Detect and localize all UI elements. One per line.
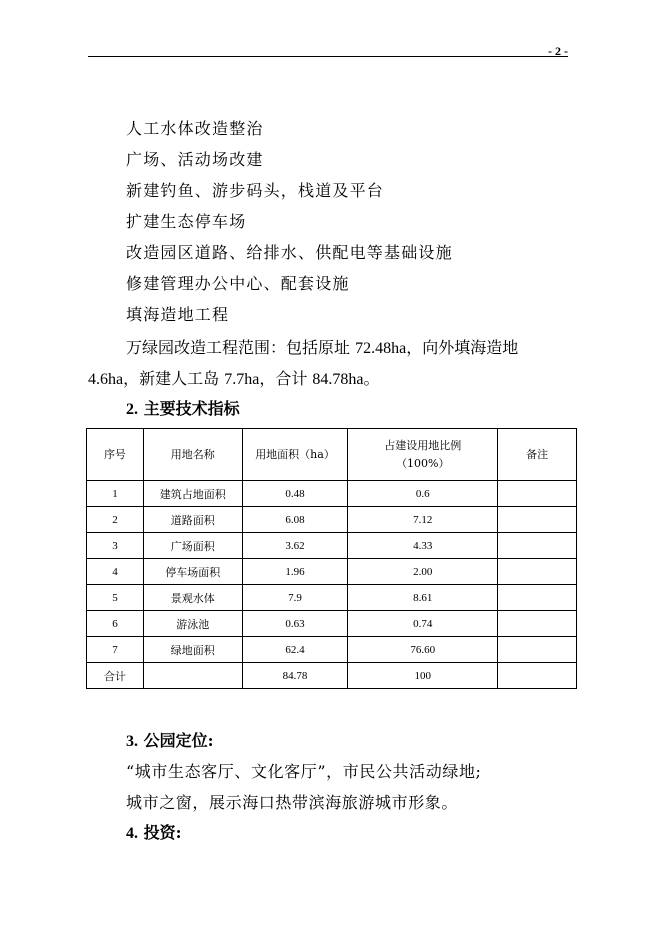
cell-area: 3.62	[242, 533, 348, 559]
cell-remark	[498, 507, 577, 533]
cell-total-area: 84.78	[242, 663, 348, 689]
cell-area: 0.63	[242, 611, 348, 637]
scope-paragraph-line-2	[88, 369, 380, 390]
cell-total-ratio: 100	[348, 663, 498, 689]
cell-remark	[498, 637, 577, 663]
table-row	[87, 585, 577, 611]
cell-remark	[498, 585, 577, 611]
section-3-heading	[126, 731, 213, 752]
list-item: 人工水体改造整治	[126, 119, 264, 138]
cell-seq: 7	[87, 637, 144, 663]
cell-area: 0.48	[242, 481, 348, 507]
cell-area: 6.08	[242, 507, 348, 533]
table-header-row	[87, 429, 577, 481]
section-title: 投资:	[138, 823, 182, 842]
scope-text: ，合计	[259, 369, 313, 388]
page-number: - 2 -	[548, 44, 568, 58]
cell-seq: 5	[87, 585, 144, 611]
section-title: 主要技术指标	[138, 399, 240, 418]
list-item: 新建钓鱼、游步码头，栈道及平台	[126, 181, 385, 200]
list-item: 广场、活动场改建	[126, 150, 264, 169]
cell-seq: 2	[87, 507, 144, 533]
scope-paragraph-line-1	[126, 338, 518, 359]
positioning-line-2: 城市之窗，展示海口热带滨海旅游城市形象。	[126, 793, 459, 812]
cell-name: 景观水体	[143, 585, 242, 611]
cell-total-label: 合计	[87, 663, 144, 689]
cell-ratio: 0.74	[348, 611, 498, 637]
section-2-heading	[126, 399, 240, 420]
cell-seq: 6	[87, 611, 144, 637]
list-item: 改造园区道路、给排水、供配电等基础设施	[126, 243, 453, 262]
cell-remark	[498, 611, 577, 637]
cell-area: 7.9	[242, 585, 348, 611]
section-number: 3.	[126, 733, 138, 750]
scope-total-area: 84.78ha	[312, 371, 364, 388]
cell-name: 游泳池	[143, 611, 242, 637]
technical-indicators-table	[86, 428, 577, 689]
cell-remark	[498, 533, 577, 559]
table-total-row	[87, 663, 577, 689]
scope-text: ，新建人工岛	[123, 369, 225, 388]
list-item: 修建管理办公中心、配套设施	[126, 274, 350, 293]
cell-ratio: 4.33	[348, 533, 498, 559]
list-item: 扩建生态停车场	[126, 212, 247, 231]
scope-text: 。	[363, 369, 380, 388]
scope-text: ，向外填海造地	[406, 338, 519, 357]
header-ratio	[348, 429, 498, 481]
section-number: 4.	[126, 825, 138, 842]
section-4-heading	[126, 823, 181, 844]
section-number: 2.	[126, 401, 138, 418]
scope-island-area: 7.7ha	[224, 371, 260, 388]
table-row	[87, 481, 577, 507]
scope-original-area: 72.48ha	[355, 340, 407, 357]
cell-ratio: 8.61	[348, 585, 498, 611]
cell-ratio: 0.6	[348, 481, 498, 507]
cell-ratio: 7.12	[348, 507, 498, 533]
cell-area: 62.4	[242, 637, 348, 663]
header-ratio-line-2: （100%）	[396, 456, 450, 470]
list-item: 填海造地工程	[126, 305, 230, 324]
cell-name: 建筑占地面积	[143, 481, 242, 507]
header-name: 用地名称	[143, 429, 242, 481]
cell-area: 1.96	[242, 559, 348, 585]
cell-name: 道路面积	[143, 507, 242, 533]
table-row	[87, 611, 577, 637]
table-row	[87, 559, 577, 585]
cell-seq: 1	[87, 481, 144, 507]
cell-seq: 4	[87, 559, 144, 585]
cell-seq: 3	[87, 533, 144, 559]
cell-remark	[498, 559, 577, 585]
cell-name: 停车场面积	[143, 559, 242, 585]
header-area: 用地面积（ha）	[242, 429, 348, 481]
positioning-line-1: “城市生态客厅、文化客厅”，市民公共活动绿地;	[126, 762, 482, 781]
scope-text: 万绿园改造工程范围：包括原址	[126, 338, 356, 357]
header-ratio-line-1: 占建设用地比例	[384, 438, 462, 452]
cell-name: 广场面积	[143, 533, 242, 559]
table-row	[87, 507, 577, 533]
table-row	[87, 533, 577, 559]
cell-remark	[498, 481, 577, 507]
header-remark: 备注	[498, 429, 577, 481]
section-title: 公园定位:	[138, 731, 214, 750]
table-row	[87, 637, 577, 663]
cell-name	[143, 663, 242, 689]
header-seq: 序号	[87, 429, 144, 481]
cell-ratio: 76.60	[348, 637, 498, 663]
cell-remark	[498, 663, 577, 689]
cell-name: 绿地面积	[143, 637, 242, 663]
cell-ratio: 2.00	[348, 559, 498, 585]
scope-reclaimed-area: 4.6ha	[88, 371, 124, 388]
header-rule	[88, 56, 568, 57]
